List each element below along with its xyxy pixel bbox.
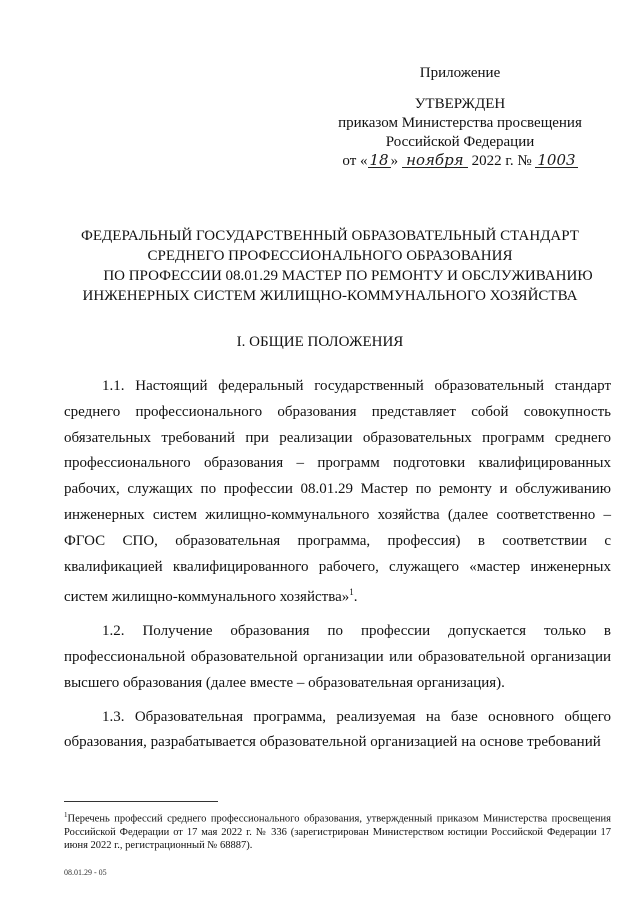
body-text (64, 374, 611, 764)
paragraph-1-1: 1.1. Настоящий федеральный государственный образовательный стандарт среднего профессионального образования представляет собой совокупность обязательных требований при реализации образовательных программ среднего профессионального образования – программ подготовки квалифицированных рабочих, служащих по профессии 08.01.29 Мастер по ремонту и обслуживанию инженерных систем жилищно-коммунального хозяйства (далее соответственно – ФГОС СПО, образовательная программа, профессия) в соответствии с квалификацией квалифицированного рабочего, служащего «мастер инженерных систем жилищно-коммунального хозяйства»$^1$. (64, 378, 611, 606)
year-text: 2022 г. № (471, 153, 532, 169)
title-line-3: ПО ПРОФЕССИИ 08.01.29 МАСТЕР ПО РЕМОНТУ И ОБСЛУЖИВАНИЮ (103, 268, 593, 284)
paragraph-1-3: 1.3. Образовательная программа, реализуемая на базе основного общего образования, разрабатывается образовательной организацией на основе требований (64, 708, 611, 751)
section-heading: I. ОБЩИЕ ПОЛОЖЕНИЯ (236, 334, 404, 350)
paragraph-1-1-text: 1.1. Настоящий федеральный государственный образовательный стандарт среднего профессионального образования представляет собой совокупность обязательных требований при реализации образовательных программ среднего профессионального образования – программ подготовки квалифицированных рабочих, служащих по профессии 08.01.29 Мастер по ремонту и обслуживанию инженерных систем жилищно-коммунального хозяйства (далее соответственно – ФГОС СПО, образовательная программа, профессия) в соответствии с квалификацией квалифицированного рабочего, служащего «мастер инженерных систем жилищно-коммунального хозяйства» (64, 378, 611, 606)
date-prefix: от « (342, 153, 368, 169)
order-date-line (330, 152, 590, 171)
document-code: 08.01.29 - 05 (64, 868, 107, 877)
footnote (64, 809, 611, 852)
order-line-2: Российской Федерации (385, 134, 535, 150)
handwritten-day: 18 (369, 151, 389, 169)
title-line-1: ФЕДЕРАЛЬНЫЙ ГОСУДАРСТВЕННЫЙ ОБРАЗОВАТЕЛЬНЫЙ СТАНДАРТ (81, 228, 579, 244)
paragraph-1-2: 1.2. Получение образования по профессии допускается только в профессиональной образовательной организации или образовательной организации высшего образования (далее вместе – образовательная организация). (64, 623, 611, 691)
date-mid: » (390, 153, 399, 169)
handwritten-order-number: 1003 (537, 151, 576, 169)
document-title (60, 226, 600, 306)
footnote-divider (64, 801, 218, 802)
footnote-number: 1 (64, 811, 68, 819)
footnote-text: Перечень профессий среднего профессионального образования, утвержденный приказом Министерства просвещения Российской Федерации от 17 мая 2022 г. № 336 (зарегистрирован Министерством юстиции Российской Федерации 17 июня 2022 г., регистрационный № 68887). (64, 813, 611, 851)
handwritten-month: ноября (402, 153, 468, 168)
approved-label: УТВЕРЖДЕН (414, 96, 506, 112)
approval-block (330, 64, 590, 171)
appendix-label: Приложение (419, 65, 501, 81)
order-line-1: приказом Министерства просвещения (338, 115, 582, 131)
footnote-ref: 1 (349, 587, 354, 598)
title-line-4: ИНЖЕНЕРНЫХ СИСТЕМ ЖИЛИЩНО-КОММУНАЛЬНОГО ХОЗЯЙСТВА (82, 288, 578, 304)
title-line-2: СРЕДНЕГО ПРОФЕССИОНАЛЬНОГО ОБРАЗОВАНИЯ (147, 248, 513, 264)
